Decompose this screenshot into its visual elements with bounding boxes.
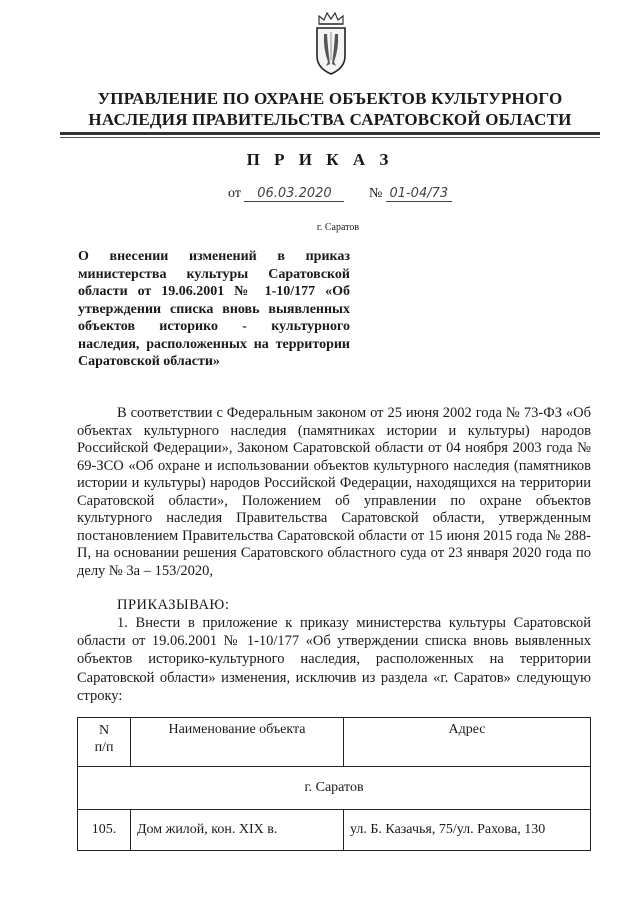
from-label: от bbox=[228, 186, 241, 201]
item-1-paragraph: 1. Внести в приложение к приказу министерства культуры Саратовской области от 19.06.2001 № 1-10/177 «Об утверждении списка вновь выявленных объектов историко-культурного наследия, расположенных на территории Саратовской области» изменения, исключив из раздела «г. Саратов» следующую строку: bbox=[77, 615, 591, 704]
org-line-2: НАСЛЕДИЯ ПРАВИТЕЛЬСТВА САРАТОВСКОЙ ОБЛАСТИ bbox=[88, 110, 572, 129]
col-number-line2: п/п bbox=[94, 740, 114, 755]
col-name-header: Наименование объекта bbox=[131, 718, 344, 767]
order-number: 01-04/73 bbox=[386, 187, 452, 202]
header-rule-thick bbox=[60, 132, 600, 135]
order-title: П Р И К А З bbox=[246, 150, 394, 169]
org-line-1: УПРАВЛЕНИЕ ПО ОХРАНЕ ОБЪЕКТОВ КУЛЬТУРНОГО bbox=[97, 89, 563, 108]
col-address-header: Адрес bbox=[344, 718, 591, 767]
issue-city: г. Саратов bbox=[316, 222, 360, 233]
number-label: № bbox=[368, 186, 383, 201]
table-section-row bbox=[78, 767, 591, 810]
decree-word: ПРИКАЗЫВАЮ: bbox=[117, 597, 230, 613]
col-number-line1: N bbox=[98, 723, 110, 738]
section-city: г. Саратов bbox=[78, 767, 591, 810]
preamble-paragraph: В соответствии с Федеральным законом от 25 июня 2002 года № 73-ФЗ «Об объектах культурного наследия (памятниках истории и культуры) народов Российской Федерации», Законом Саратовской области от 04 ноября 2003 года № 69-ЗСО «Об охране и использовании объектов культурного наследия (памятников истории и культуры) народов Российской Федерации, находящихся на территории Саратовской области», Положением об управлении по охране объектов культурного наследия Правительства Саратовской области, утвержденным постановлением Правительства Саратовской области от 15 июня 2015 года № 288-П, на основании решения Саратовского областного суда от 23 января 2020 года по делу № 3а – 153/2020, bbox=[77, 405, 591, 579]
order-subject: О внесении изменений в приказ министерства культуры Саратовской области от 19.06.2001 № 1-10/177 «Об утверждении списка вновь выявленных объектов историко - культурного наследия, расположенных на территории Саратовской области» bbox=[78, 249, 350, 369]
col-number-header bbox=[78, 718, 131, 767]
organization-header bbox=[60, 88, 600, 130]
coat-of-arms-icon bbox=[311, 10, 351, 78]
row-object-name: Дом жилой, кон. XIX в. bbox=[131, 810, 344, 851]
header-rule-thin bbox=[60, 137, 600, 138]
order-date: 06.03.2020 bbox=[244, 187, 344, 202]
row-address: ул. Б. Казачья, 75/ул. Рахова, 130 bbox=[344, 810, 591, 851]
order-date-line bbox=[228, 186, 452, 202]
row-number: 105. bbox=[78, 810, 131, 851]
objects-table bbox=[77, 717, 591, 851]
table-header-row bbox=[78, 718, 591, 767]
table-row bbox=[78, 810, 591, 851]
